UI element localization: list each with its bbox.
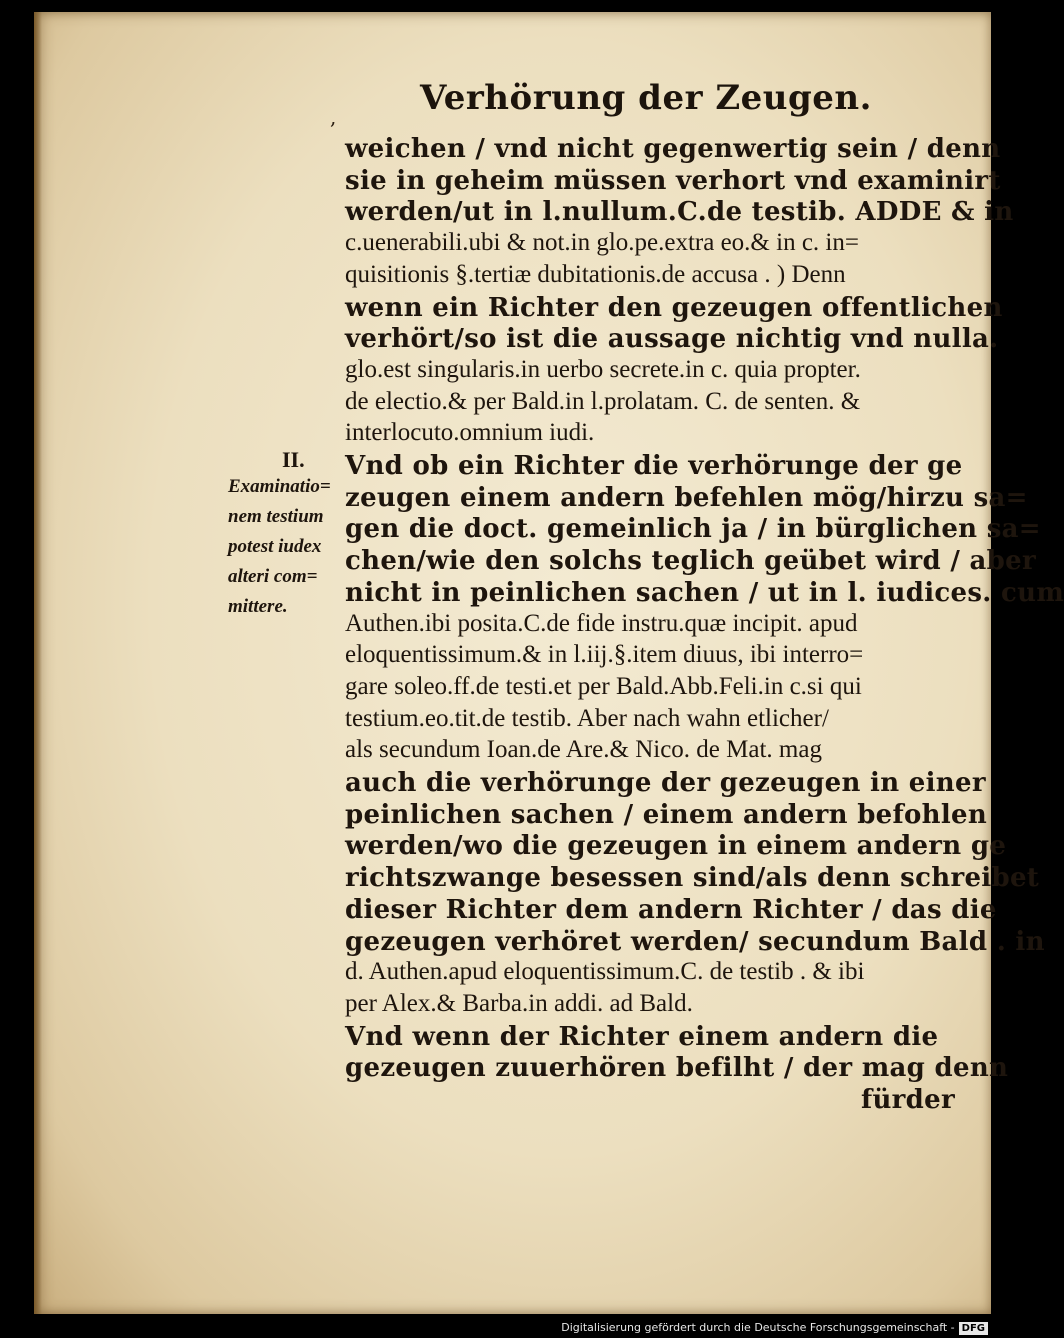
text-line: c.uenerabili.ubi & not.in glo.pe.extra eo.& in c. in=	[345, 229, 859, 256]
text-line: eloquentissimum.& in l.iij.§.item diuus, ibi interro=	[345, 641, 864, 668]
page-header-title: Verhörung der Zeugen.	[420, 78, 872, 118]
text-line: glo.est singularis.in uerbo secrete.in c. quia propter.	[345, 356, 861, 383]
text-line: wenn ein Richter den gezeugen offentlichen	[345, 293, 1003, 323]
text-line: per Alex.& Barba.in addi. ad Bald.	[345, 990, 693, 1017]
margin-note-line: alteri com=	[228, 566, 318, 587]
text-line: als secundum Ioan.de Are.& Nico. de Mat. mag	[345, 736, 822, 763]
text-line: Authen.ibi posita.C.de fide instru.quæ incipit. apud	[345, 610, 858, 637]
credit-text: Digitalisierung gefördert durch die Deutsche Forschungsgemeinschaft -	[561, 1321, 955, 1334]
text-line: werden/wo die gezeugen in einem andern ge	[345, 831, 1007, 861]
text-line: verhört/so ist die aussage nichtig vnd nulla.	[345, 324, 999, 354]
text-line: d. Authen.apud eloquentissimum.C. de testib . & ibi	[345, 958, 865, 985]
text-line: Vnd ob ein Richter die verhörunge der ge	[345, 451, 963, 481]
text-line: gare soleo.ff.de testi.et per Bald.Abb.Feli.in c.si qui	[345, 673, 862, 700]
text-line: sie in geheim müssen verhort vnd examinirt	[345, 166, 1001, 196]
text-line: gezeugen zuuerhören befilht / der mag denn	[345, 1053, 1009, 1083]
text-line: de electio.& per Bald.in l.prolatam. C. de senten. &	[345, 388, 861, 415]
margin-note-line: potest iudex	[228, 536, 322, 557]
text-line: Vnd wenn der Richter einem andern die	[345, 1022, 939, 1052]
text-line: peinlichen sachen / einem andern befohlen	[345, 800, 988, 830]
digitization-credit	[561, 1321, 988, 1335]
text-line: dieser Richter dem andern Richter / das die	[345, 895, 997, 925]
margin-note-line: nem testium	[228, 506, 324, 527]
text-line: richtszwange besessen sind/als denn schreibet	[345, 863, 1040, 893]
text-line: gen die doct. gemeinlich ja / in bürglichen sa=	[345, 514, 1041, 544]
text-line: werden/ut in l.nullum.C.de testib. ADDE & in	[345, 197, 1014, 227]
text-line: chen/wie den solchs teglich geübet wird / aber	[345, 546, 1036, 576]
text-line: gezeugen verhöret werden/ secundum Bald . in	[345, 927, 1045, 957]
text-line: testium.eo.tit.de testib. Aber nach wahn etlicher/	[345, 705, 829, 732]
page-gutter-shadow	[34, 12, 42, 1314]
text-line: weichen / vnd nicht gegenwertig sein / denn	[345, 134, 1001, 164]
margin-note-line: Examinatio=	[228, 476, 331, 497]
margin-section-number: II.	[282, 447, 305, 472]
text-line: fürder	[860, 1085, 955, 1115]
text-line: interlocuto.omnium iudi.	[345, 419, 595, 446]
text-line: zeugen einem andern befehlen mög/hirzu sa=	[345, 483, 1028, 513]
margin-note-line: mittere.	[228, 596, 288, 617]
header-mark: ,	[330, 105, 337, 129]
dfg-logo: DFG	[959, 1322, 988, 1335]
text-line: auch die verhörunge der gezeugen in einer	[345, 768, 986, 798]
text-line: nicht in peinlichen sachen / ut in l. iudices. cum	[345, 578, 1064, 608]
text-line: quisitionis §.tertiæ dubitationis.de accusa . ) Denn	[345, 261, 846, 288]
